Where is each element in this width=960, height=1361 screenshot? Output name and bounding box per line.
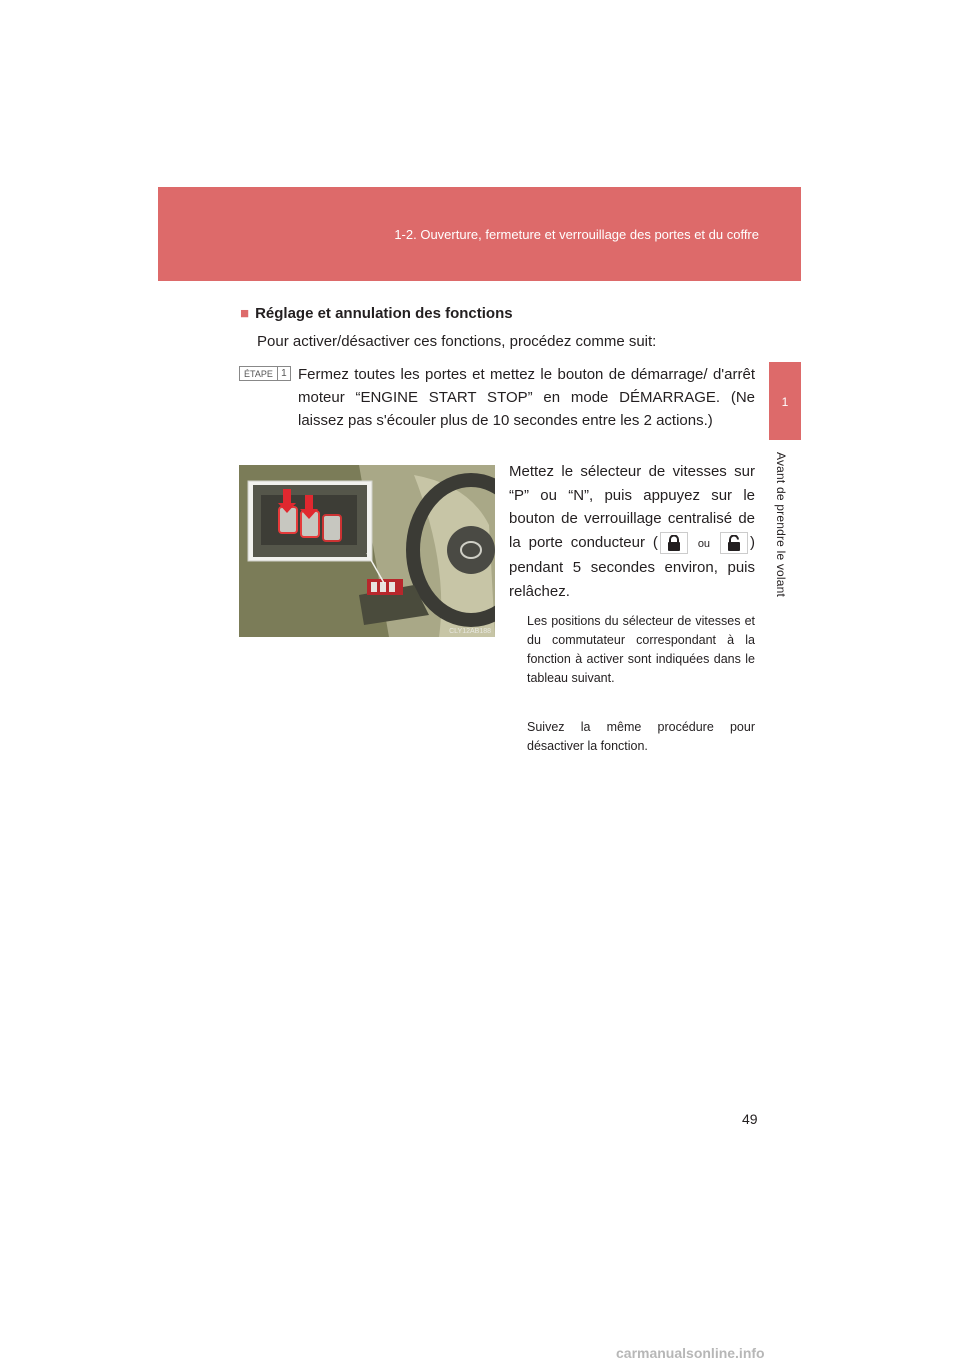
square-bullet-icon: ■ (240, 305, 250, 322)
step-2-text (509, 460, 755, 603)
chapter-tab (769, 362, 801, 440)
section-title-text: Réglage et annulation des fonctions (255, 305, 513, 322)
header-bar (158, 187, 801, 281)
note-2: Suivez la même procédure pour désactiver la fonction. (527, 720, 755, 753)
note-1: Les positions du sélecteur de vitesses et du commutateur correspondant à la fonction à activer sont indiquées dans le tableau suivant. (527, 614, 755, 685)
chapter-side-label: Avant de prendre le volant (774, 452, 788, 598)
step-badge-1 (239, 366, 291, 381)
chapter-number: 1 (781, 395, 789, 409)
car-interior-image (239, 465, 495, 637)
section-title (240, 305, 513, 322)
door-switch-illustration (239, 465, 495, 637)
page-number: 49 (742, 1111, 758, 1127)
image-code: CLY12AB188 (449, 628, 491, 635)
step-2-text-part-a: Mettez le sélecteur de vitesses sur “P” ou “N”, puis appuyez sur le bouton de verrouillage centralisé de la porte conducteur ( (509, 463, 755, 551)
or-word: ou (697, 537, 711, 550)
unlock-icon (720, 532, 748, 554)
step-2-text-part-b: ) pendant 5 secondes environ, puis relâchez. (509, 533, 755, 600)
section-intro: Pour activer/désactiver ces fonctions, procédez comme suit: (257, 333, 657, 350)
step-1-text: Fermez toutes les portes et mettez le bouton de démarrage/ d'arrêt moteur “ENGINE START STOP” en mode DÉMARRAGE. (Ne laissez pas s'écouler plus de 10 secondes entre les 2 actions.) (298, 366, 755, 429)
chapter-side-label-container (772, 452, 790, 632)
step-badge-number: 1 (281, 368, 287, 379)
chapter-title: 1-2. Ouverture, fermeture et verrouillage des portes et du coffre (394, 227, 759, 242)
lock-icon (660, 532, 688, 554)
watermark: carmanualsonline.info (616, 1345, 765, 1361)
step-badge-label: ÉTAPE (240, 367, 278, 380)
